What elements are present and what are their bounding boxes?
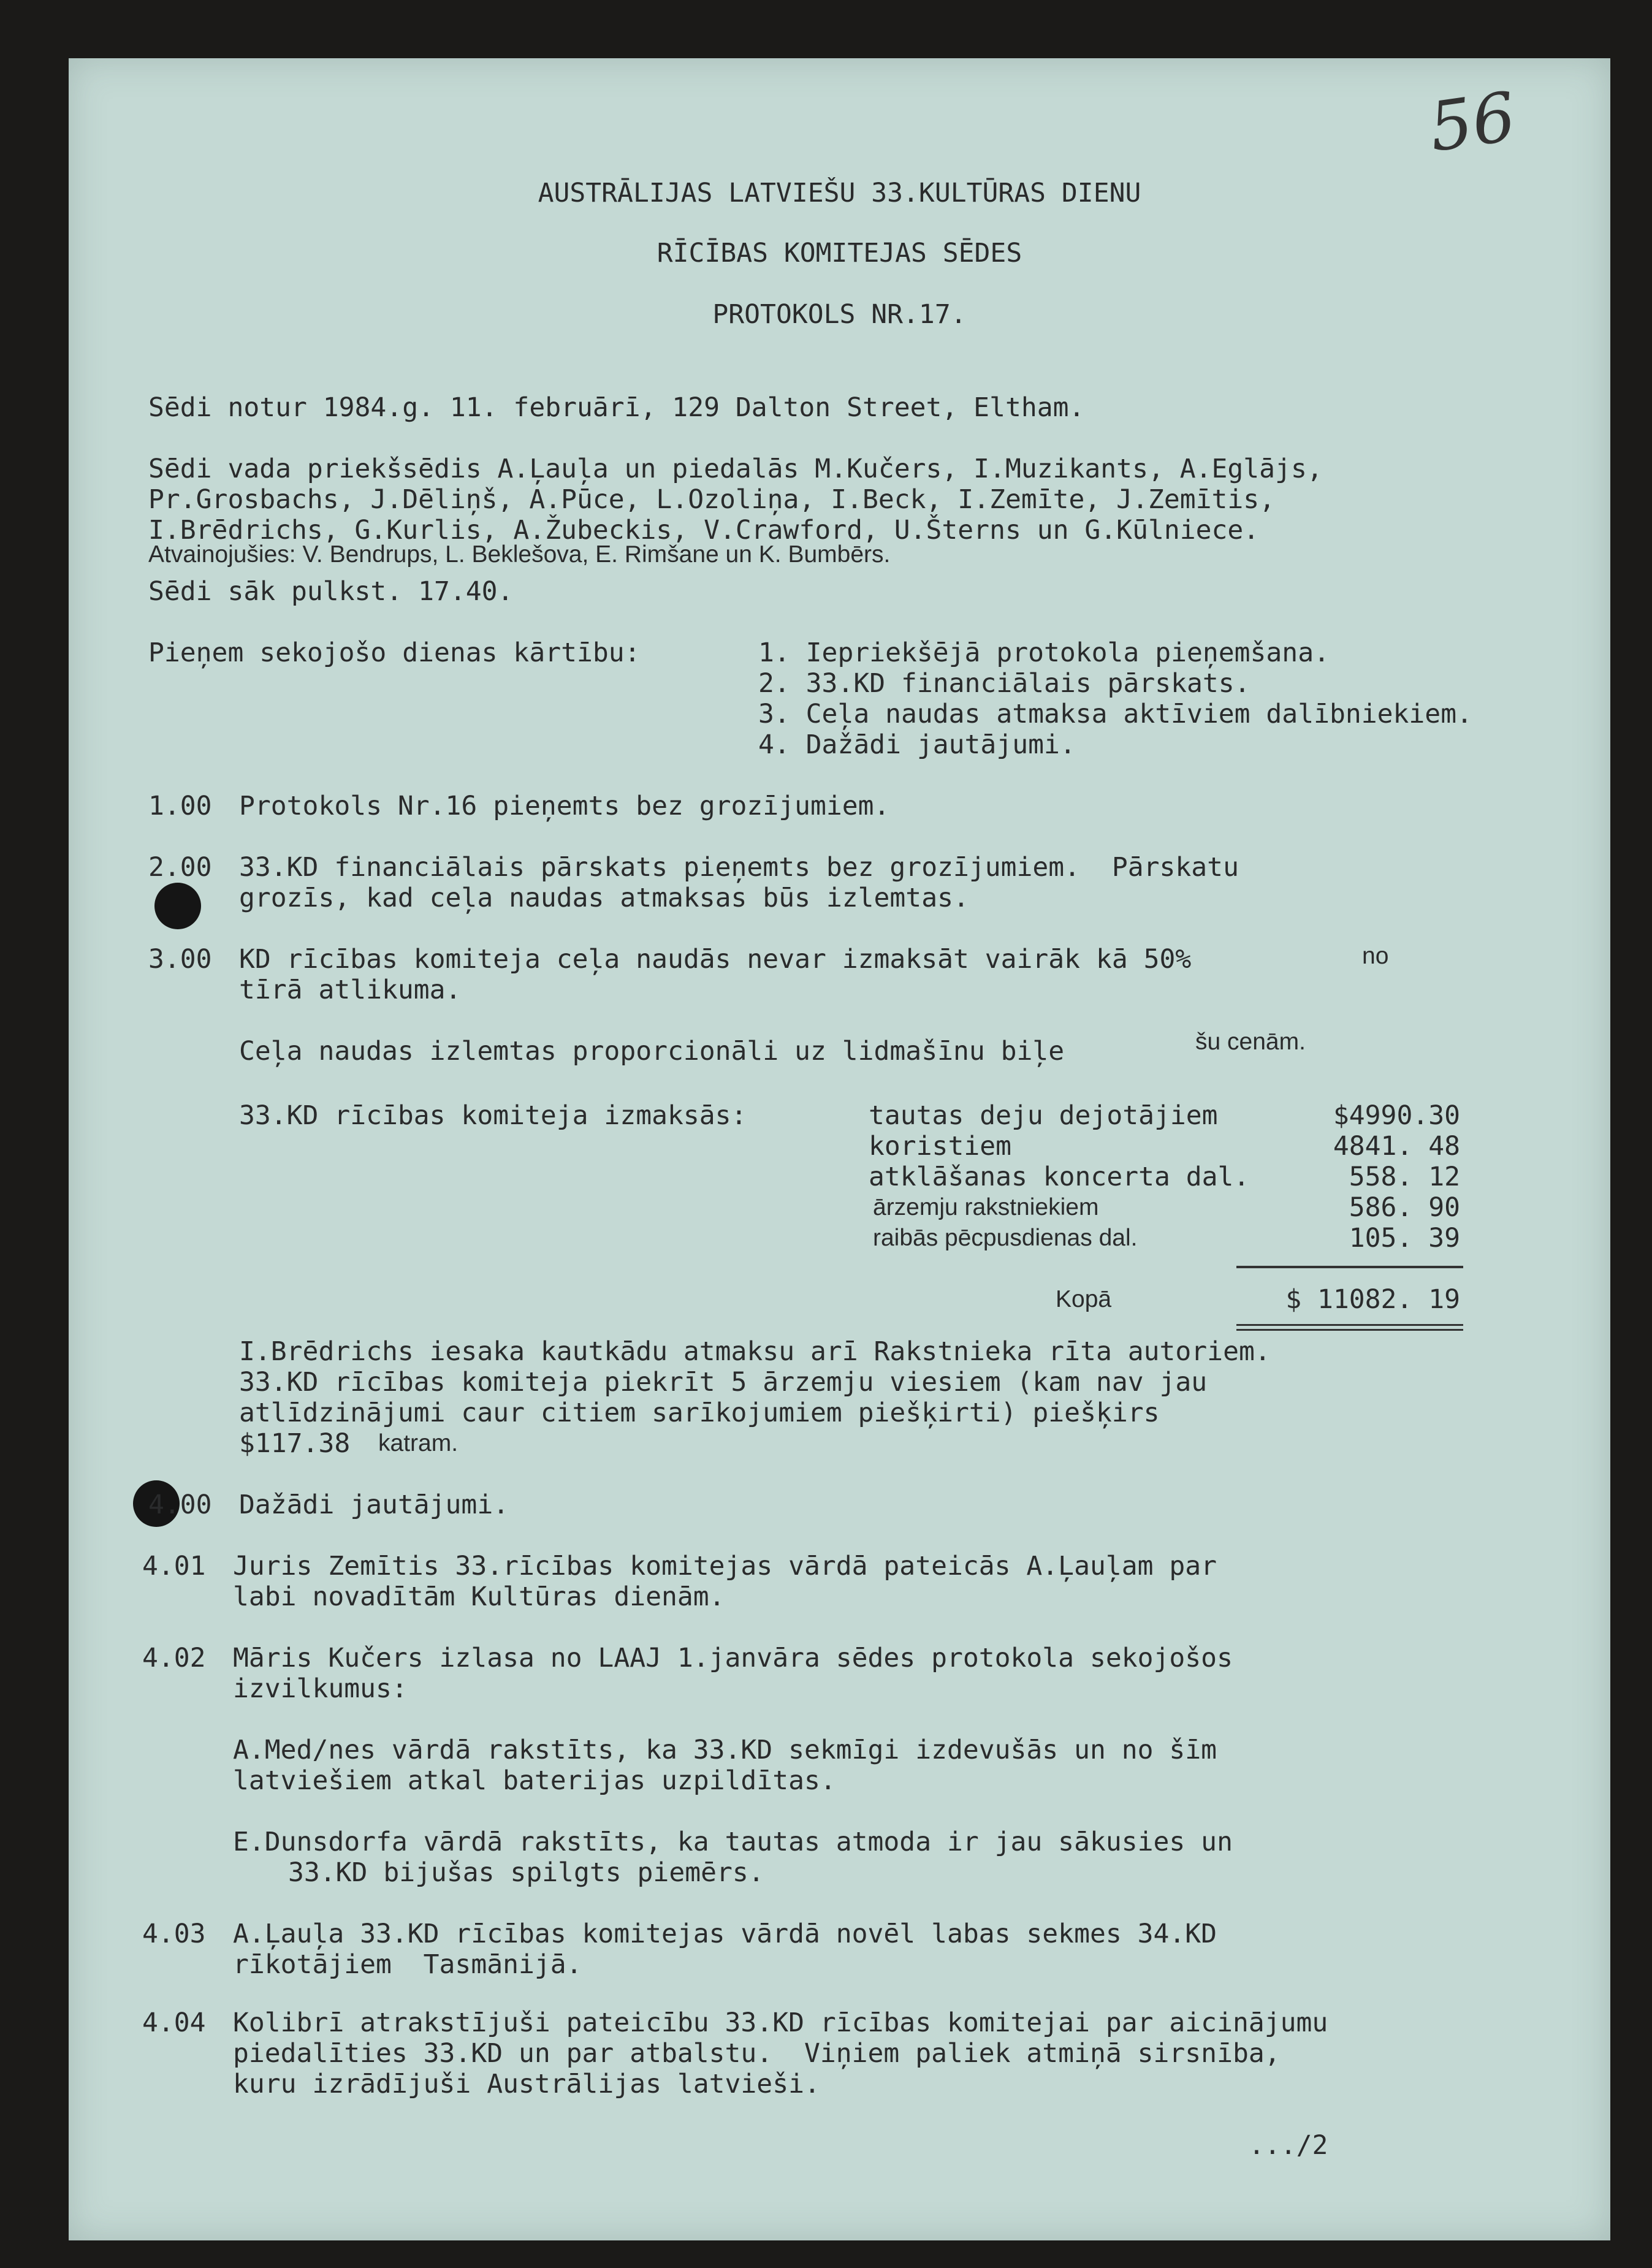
section-text: 33.KD financiālais pārskats pieņemts bez grozījumiem. Pārskatu (239, 852, 1239, 883)
section-text: izvilkumus: (233, 1673, 408, 1704)
agenda-item: 1. Iepriekšējā protokola pieņemšana. (758, 637, 1330, 668)
agenda-item: 2. 33.KD financiālais pārskats. (758, 668, 1250, 699)
typed-insert: šu cenām. (1195, 1029, 1306, 1055)
quote-text: latviešiem atkal baterijas uzpildītas. (233, 1765, 836, 1796)
handwritten-page-number: 56 (1424, 77, 1521, 167)
section-text: A.Ļauļa 33.KD rīcības komitejas vārdā novēl labas sekmes 34.KD (233, 1919, 1217, 1949)
quote-text: E.Dunsdorfa vārdā rakstīts, ka tautas atmoda ir jau sākusies un (233, 1827, 1233, 1857)
header-subtitle: RĪCĪBAS KOMITEJAS SĒDES (657, 238, 1022, 268)
section-text: piedalīties 33.KD un par atbalstu. Viņiem paliek atmiņā sirsnība, (233, 2038, 1281, 2069)
section-number: 3.00 (148, 944, 212, 975)
agenda-item: 4. Dažādi jautājumi. (758, 729, 1076, 760)
total-label: Kopā (1056, 1286, 1112, 1312)
payout-amount: 4841. 48 (1333, 1131, 1460, 1162)
payout-item-label: koristiem (869, 1131, 1011, 1162)
section-text: I.Brēdrichs iesaka kautkādu atmaksu arī Rakstnieka rīta autoriem. (239, 1336, 1271, 1367)
section-text: Māris Kučers izlasa no LAAJ 1.janvāra sēdes protokola sekojošos (233, 1643, 1233, 1673)
apologies-line: Atvainojušies: V. Bendrups, L. Beklešova, E. Rimšane un K. Bumbērs. (148, 541, 891, 568)
total-amount: $ 11082. 19 (1285, 1284, 1460, 1315)
section-number: 4.01 (142, 1551, 206, 1581)
quote-text: 33.KD bijušas spilgts piemērs. (288, 1857, 764, 1888)
typed-insert: katram. (378, 1430, 459, 1456)
section-text: Ceļa naudas izlemtas proporcionāli uz lidmašīnu biļe (239, 1036, 1065, 1067)
section-text: Dažādi jautājumi. (239, 1490, 509, 1520)
handwritten-insert: no (1362, 943, 1389, 969)
section-text: 33.KD rīcības komiteja piekrīt 5 ārzemju viesiem (kam nav jau (239, 1367, 1208, 1398)
section-number: 1.00 (148, 791, 212, 821)
total-double-rule (1236, 1324, 1463, 1331)
payout-item-label: raibās pēcpusdienas dal. (873, 1225, 1138, 1251)
attendees-line: Sēdi vada priekšsēdis A.Ļauļa un piedalās M.Kučers, I.Muzikants, A.Eglājs, (148, 454, 1323, 484)
section-text: labi novadītām Kultūras dienām. (233, 1581, 725, 1612)
payout-amount: 586. 90 (1349, 1192, 1460, 1223)
section-number: 4.02 (142, 1643, 206, 1673)
header-title: AUSTRĀLIJAS LATVIEŠU 33.KULTŪRAS DIENU (538, 178, 1141, 208)
meeting-date-place: Sēdi notur 1984.g. 11. februārī, 129 Dalton Street, Eltham. (148, 392, 1085, 423)
section-text: rīkotājiem Tasmānijā. (233, 1949, 582, 1980)
section-text: tīrā atlikuma. (239, 975, 462, 1005)
section-text: $117.38 (239, 1428, 351, 1459)
section-text: grozīs, kad ceļa naudas atmaksas būs izlemtas. (239, 883, 969, 913)
payout-amount: $4990.30 (1333, 1100, 1460, 1131)
payout-amount: 105. 39 (1349, 1223, 1460, 1254)
section-number: 4.03 (142, 1919, 206, 1949)
continued-marker: .../2 (1249, 2130, 1328, 2161)
punch-hole-top (154, 883, 201, 929)
quote-text: A.Med/nes vārdā rakstīts, ka 33.KD sekmīgi izdevušās un no šīm (233, 1735, 1217, 1765)
section-number: 4.00 (148, 1490, 212, 1520)
header-protocol-number: PROTOKOLS NR.17. (712, 299, 967, 330)
section-number: 2.00 (148, 852, 212, 883)
payout-label: 33.KD rīcības komiteja izmaksās: (239, 1100, 747, 1131)
start-time: Sēdi sāk pulkst. 17.40. (148, 576, 514, 607)
payout-amount: 558. 12 (1349, 1162, 1460, 1192)
section-text: kuru izrādījuši Austrālijas latvieši. (233, 2069, 820, 2099)
attendees-line: I.Brēdrichs, G.Kurlis, A.Žubeckis, V.Crawford, U.Šterns un G.Kūlniece. (148, 515, 1260, 546)
section-number: 4.04 (142, 2007, 206, 2038)
section-text: Protokols Nr.16 pieņemts bez grozījumiem. (239, 791, 890, 821)
section-text: atlīdzinājumi caur citiem sarīkojumiem piešķirti) piešķirs (239, 1398, 1160, 1428)
payout-item-label: atklāšanas koncerta dal. (869, 1162, 1250, 1192)
payout-item-label: tautas deju dejotājiem (869, 1100, 1218, 1131)
agenda-label: Pieņem sekojošo dienas kārtību: (148, 637, 641, 668)
attendees-line: Pr.Grosbachs, J.Dēliņš, A.Pūce, L.Ozoliņa, I.Beck, I.Zemīte, J.Zemītis, (148, 484, 1276, 515)
document-page (69, 58, 1610, 2240)
payout-item-label: ārzemju rakstniekiem (873, 1194, 1099, 1220)
section-text: Kolibrī atrakstījuši pateicību 33.KD rīcības komitejai par aicinājumu (233, 2007, 1328, 2038)
section-text: KD rīcības komiteja ceļa naudās nevar izmaksāt vairāk kā 50% (239, 944, 1192, 975)
agenda-item: 3. Ceļa naudas atmaksa aktīviem dalībniekiem. (758, 699, 1472, 729)
section-text: Juris Zemītis 33.rīcības komitejas vārdā pateicās A.Ļauļam par (233, 1551, 1217, 1581)
sum-rule (1236, 1266, 1463, 1268)
